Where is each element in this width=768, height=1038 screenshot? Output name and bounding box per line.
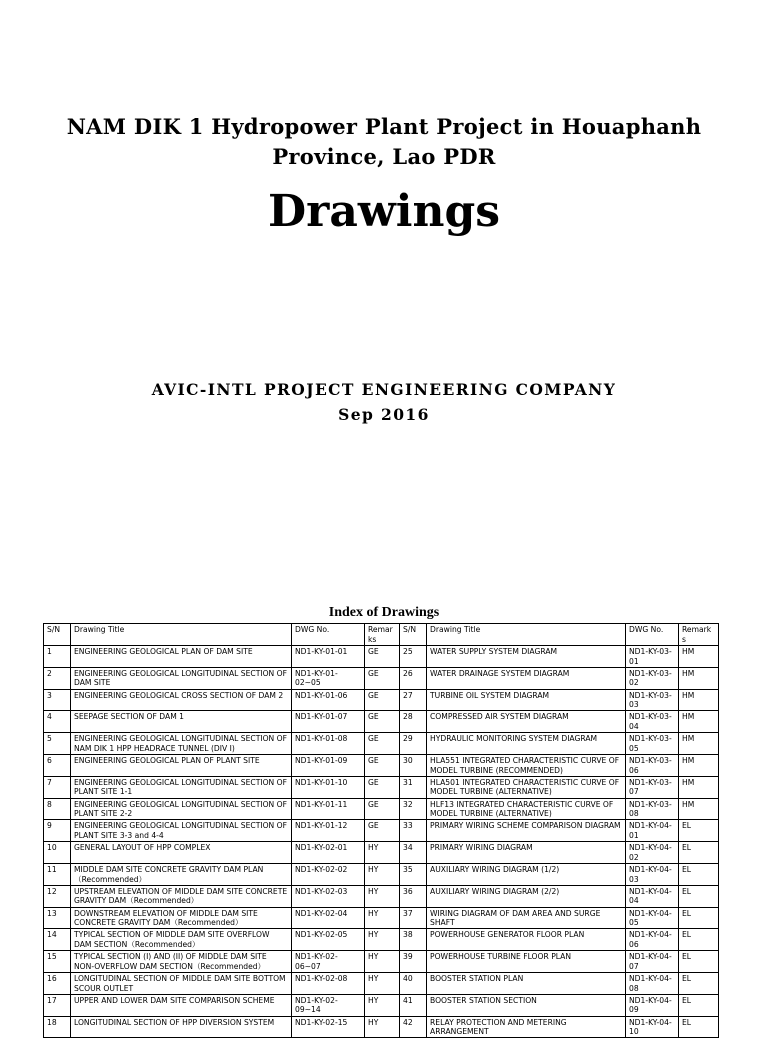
cell-dwg-no-2: ND1-KY-03-04: [626, 711, 679, 733]
cell-sn: 13: [44, 907, 71, 929]
cell-drawing-title-2: HLF13 INTEGRATED CHARACTERISTIC CURVE OF MODEL TURBINE (ALTERNATIVE): [427, 798, 626, 820]
cell-sn-2: 41: [400, 994, 427, 1016]
cell-sn: 7: [44, 776, 71, 798]
drawing-index-table: [43, 623, 719, 1038]
cell-sn: 14: [44, 929, 71, 951]
table-row: [44, 776, 719, 798]
cell-dwg-no: ND1-KY-02-08: [292, 972, 365, 994]
cell-dwg-no-2: ND1-KY-04-07: [626, 951, 679, 973]
cell-remarks-2: EL: [679, 929, 719, 951]
cell-drawing-title: ENGINEERING GEOLOGICAL PLAN OF PLANT SITE: [71, 754, 292, 776]
cell-dwg-no-2: ND1-KY-03-07: [626, 776, 679, 798]
cell-remarks: HY: [365, 972, 400, 994]
cell-dwg-no: ND1-KY-02-03: [292, 885, 365, 907]
table-body: [44, 646, 719, 1038]
cell-dwg-no: ND1-KY-02-05: [292, 929, 365, 951]
cell-sn: 18: [44, 1016, 71, 1038]
cell-remarks-2: EL: [679, 951, 719, 973]
table-row: [44, 929, 719, 951]
cell-dwg-no-2: ND1-KY-03-06: [626, 754, 679, 776]
cell-sn-2: 40: [400, 972, 427, 994]
cell-dwg-no: ND1-KY-02-01: [292, 842, 365, 864]
cell-remarks-2: EL: [679, 907, 719, 929]
cell-drawing-title-2: WATER SUPPLY SYSTEM DIAGRAM: [427, 646, 626, 668]
cell-remarks: GE: [365, 798, 400, 820]
cell-dwg-no-2: ND1-KY-03-05: [626, 733, 679, 755]
cell-remarks: HY: [365, 951, 400, 973]
cell-remarks-2: EL: [679, 1016, 719, 1038]
cell-drawing-title: UPPER AND LOWER DAM SITE COMPARISON SCHEME: [71, 994, 292, 1016]
cell-drawing-title: SEEPAGE SECTION OF DAM 1: [71, 711, 292, 733]
cell-sn-2: 25: [400, 646, 427, 668]
cell-sn: 6: [44, 754, 71, 776]
cell-sn-2: 31: [400, 776, 427, 798]
cell-drawing-title: LONGITUDINAL SECTION OF HPP DIVERSION SYSTEM: [71, 1016, 292, 1038]
cell-sn-2: 39: [400, 951, 427, 973]
cell-drawing-title: ENGINEERING GEOLOGICAL LONGITUDINAL SECTION OF PLANT SITE 1-1: [71, 776, 292, 798]
cell-remarks: HY: [365, 929, 400, 951]
cell-drawing-title: ENGINEERING GEOLOGICAL PLAN OF DAM SITE: [71, 646, 292, 668]
cell-sn: 4: [44, 711, 71, 733]
cell-dwg-no-2: ND1-KY-03-02: [626, 667, 679, 689]
cell-drawing-title-2: HLA551 INTEGRATED CHARACTERISTIC CURVE OF MODEL TURBINE (RECOMMENDED): [427, 754, 626, 776]
cell-remarks: GE: [365, 689, 400, 711]
cell-dwg-no: ND1-KY-01-11: [292, 798, 365, 820]
table-row: [44, 667, 719, 689]
cell-sn: 12: [44, 885, 71, 907]
cell-sn: 1: [44, 646, 71, 668]
cell-dwg-no-2: ND1-KY-04-08: [626, 972, 679, 994]
cell-drawing-title: UPSTREAM ELEVATION OF MIDDLE DAM SITE CONCRETE GRAVITY DAM（Recommended）: [71, 885, 292, 907]
cell-remarks-2: EL: [679, 842, 719, 864]
cell-remarks-2: HM: [679, 776, 719, 798]
table-row: [44, 842, 719, 864]
table-header-row: [44, 624, 719, 646]
cell-dwg-no-2: ND1-KY-03-01: [626, 646, 679, 668]
cell-sn-2: 27: [400, 689, 427, 711]
cell-sn-2: 26: [400, 667, 427, 689]
cell-remarks-2: HM: [679, 754, 719, 776]
cell-sn: 8: [44, 798, 71, 820]
table-row: [44, 689, 719, 711]
column-header-remarks-2: Remarks: [679, 624, 719, 646]
cell-dwg-no-2: ND1-KY-04-09: [626, 994, 679, 1016]
column-header-drawing-title-2: Drawing Title: [427, 624, 626, 646]
cell-sn: 3: [44, 689, 71, 711]
cell-drawing-title-2: POWERHOUSE TURBINE FLOOR PLAN: [427, 951, 626, 973]
cell-sn-2: 36: [400, 885, 427, 907]
cell-sn-2: 38: [400, 929, 427, 951]
cell-drawing-title-2: AUXILIARY WIRING DIAGRAM (1/2): [427, 863, 626, 885]
cell-dwg-no-2: ND1-KY-04-06: [626, 929, 679, 951]
cell-drawing-title-2: AUXILIARY WIRING DIAGRAM (2/2): [427, 885, 626, 907]
table-row: [44, 754, 719, 776]
document-date: Sep 2016: [338, 405, 430, 424]
cell-drawing-title-2: PRIMARY WIRING SCHEME COMPARISON DIAGRAM: [427, 820, 626, 842]
cell-remarks-2: HM: [679, 733, 719, 755]
cell-dwg-no: ND1-KY-02-04: [292, 907, 365, 929]
cell-remarks: GE: [365, 733, 400, 755]
cell-remarks: GE: [365, 711, 400, 733]
table-row: [44, 1016, 719, 1038]
cell-sn: 2: [44, 667, 71, 689]
cell-remarks: HY: [365, 863, 400, 885]
cell-dwg-no: ND1-KY-02-02: [292, 863, 365, 885]
index-title: Index of Drawings: [328, 605, 440, 620]
cell-drawing-title-2: COMPRESSED AIR SYSTEM DIAGRAM: [427, 711, 626, 733]
cell-drawing-title-2: BOOSTER STATION PLAN: [427, 972, 626, 994]
cell-drawing-title: ENGINEERING GEOLOGICAL LONGITUDINAL SECTION OF PLANT SITE 3-3 and 4-4: [71, 820, 292, 842]
cell-drawing-title-2: TURBINE OIL SYSTEM DIAGRAM: [427, 689, 626, 711]
column-header-dwg-no: DWG No.: [292, 624, 365, 646]
cell-drawing-title: ENGINEERING GEOLOGICAL CROSS SECTION OF DAM 2: [71, 689, 292, 711]
cell-dwg-no: ND1-KY-01-08: [292, 733, 365, 755]
cell-sn-2: 42: [400, 1016, 427, 1038]
cell-sn-2: 32: [400, 798, 427, 820]
cell-dwg-no-2: ND1-KY-04-01: [626, 820, 679, 842]
column-header-sn: S/N: [44, 624, 71, 646]
column-header-remarks: Remarks: [365, 624, 400, 646]
cell-drawing-title-2: POWERHOUSE GENERATOR FLOOR PLAN: [427, 929, 626, 951]
cell-drawing-title-2: WATER DRAINAGE SYSTEM DIAGRAM: [427, 667, 626, 689]
cell-dwg-no-2: ND1-KY-04-05: [626, 907, 679, 929]
cell-drawing-title: TYPICAL SECTION OF MIDDLE DAM SITE OVERFLOW DAM SECTION（Recommended）: [71, 929, 292, 951]
cell-drawing-title-2: HLA501 INTEGRATED CHARACTERISTIC CURVE OF MODEL TURBINE (ALTERNATIVE): [427, 776, 626, 798]
cell-remarks: HY: [365, 1016, 400, 1038]
cell-drawing-title-2: PRIMARY WIRING DIAGRAM: [427, 842, 626, 864]
cell-dwg-no: ND1-KY-01-09: [292, 754, 365, 776]
cell-drawing-title: TYPICAL SECTION (I) AND (II) OF MIDDLE DAM SITE NON-OVERFLOW DAM SECTION（Recommended）: [71, 951, 292, 973]
cell-dwg-no: ND1-KY-01-01: [292, 646, 365, 668]
cell-remarks: GE: [365, 776, 400, 798]
cell-sn-2: 35: [400, 863, 427, 885]
cell-dwg-no-2: ND1-KY-04-04: [626, 885, 679, 907]
cell-dwg-no-2: ND1-KY-04-02: [626, 842, 679, 864]
cell-drawing-title: LONGITUDINAL SECTION OF MIDDLE DAM SITE BOTTOM SCOUR OUTLET: [71, 972, 292, 994]
cell-remarks-2: HM: [679, 711, 719, 733]
cell-remarks-2: HM: [679, 667, 719, 689]
cell-sn-2: 28: [400, 711, 427, 733]
cell-remarks: HY: [365, 994, 400, 1016]
cell-dwg-no-2: ND1-KY-03-03: [626, 689, 679, 711]
project-title-line-1: NAM DIK 1 Hydropower Plant Project in Houaphanh: [66, 114, 702, 139]
cell-dwg-no: ND1-KY-02-09~14: [292, 994, 365, 1016]
cell-remarks-2: EL: [679, 863, 719, 885]
cell-dwg-no: ND1-KY-01-06: [292, 689, 365, 711]
column-header-drawing-title: Drawing Title: [71, 624, 292, 646]
cell-remarks: HY: [365, 907, 400, 929]
table-row: [44, 820, 719, 842]
cell-remarks: GE: [365, 754, 400, 776]
cell-sn: 10: [44, 842, 71, 864]
cell-remarks-2: EL: [679, 885, 719, 907]
table-row: [44, 907, 719, 929]
table-row: [44, 863, 719, 885]
cell-drawing-title: ENGINEERING GEOLOGICAL LONGITUDINAL SECTION OF DAM SITE: [71, 667, 292, 689]
document-title: Drawings: [268, 186, 500, 237]
cell-sn-2: 29: [400, 733, 427, 755]
cell-dwg-no: ND1-KY-02-06~07: [292, 951, 365, 973]
cell-drawing-title: DOWNSTREAM ELEVATION OF MIDDLE DAM SITE CONCRETE GRAVITY DAM（Recommended）: [71, 907, 292, 929]
cell-sn: 5: [44, 733, 71, 755]
cell-drawing-title-2: BOOSTER STATION SECTION: [427, 994, 626, 1016]
project-title: [0, 112, 768, 172]
table-row: [44, 646, 719, 668]
cell-remarks: GE: [365, 820, 400, 842]
cell-remarks: HY: [365, 885, 400, 907]
cell-drawing-title-2: RELAY PROTECTION AND METERING ARRANGEMENT: [427, 1016, 626, 1038]
column-header-sn-2: S/N: [400, 624, 427, 646]
table-row: [44, 951, 719, 973]
cell-drawing-title: ENGINEERING GEOLOGICAL LONGITUDINAL SECTION OF NAM DIK 1 HPP HEADRACE TUNNEL (DIV I): [71, 733, 292, 755]
cell-dwg-no-2: ND1-KY-04-03: [626, 863, 679, 885]
cell-dwg-no: ND1-KY-01-02~05: [292, 667, 365, 689]
cell-dwg-no: ND1-KY-01-07: [292, 711, 365, 733]
cell-dwg-no-2: ND1-KY-04-10: [626, 1016, 679, 1038]
company-name: AVIC-INTL PROJECT ENGINEERING COMPANY: [151, 380, 617, 399]
table-row: [44, 798, 719, 820]
cell-dwg-no: ND1-KY-01-12: [292, 820, 365, 842]
table-row: [44, 885, 719, 907]
table-row: [44, 711, 719, 733]
column-header-dwg-no-2: DWG No.: [626, 624, 679, 646]
cell-dwg-no: ND1-KY-02-15: [292, 1016, 365, 1038]
cell-dwg-no: ND1-KY-01-10: [292, 776, 365, 798]
cell-sn: 17: [44, 994, 71, 1016]
cell-drawing-title: GENERAL LAYOUT OF HPP COMPLEX: [71, 842, 292, 864]
cell-drawing-title-2: HYDRAULIC MONITORING SYSTEM DIAGRAM: [427, 733, 626, 755]
project-title-line-2: Province, Lao PDR: [272, 144, 496, 169]
cell-remarks: GE: [365, 667, 400, 689]
cell-remarks-2: HM: [679, 689, 719, 711]
cell-remarks-2: HM: [679, 646, 719, 668]
cell-remarks-2: EL: [679, 820, 719, 842]
cell-remarks-2: EL: [679, 972, 719, 994]
cell-remarks-2: EL: [679, 994, 719, 1016]
table-row: [44, 733, 719, 755]
cell-sn-2: 33: [400, 820, 427, 842]
cell-sn-2: 30: [400, 754, 427, 776]
cell-remarks: GE: [365, 646, 400, 668]
cell-sn: 16: [44, 972, 71, 994]
cell-sn-2: 34: [400, 842, 427, 864]
table-row: [44, 994, 719, 1016]
cell-drawing-title: ENGINEERING GEOLOGICAL LONGITUDINAL SECTION OF PLANT SITE 2-2: [71, 798, 292, 820]
cell-sn: 15: [44, 951, 71, 973]
cell-sn: 11: [44, 863, 71, 885]
cell-sn-2: 37: [400, 907, 427, 929]
cell-dwg-no-2: ND1-KY-03-08: [626, 798, 679, 820]
cell-drawing-title: MIDDLE DAM SITE CONCRETE GRAVITY DAM PLAN（Recommended）: [71, 863, 292, 885]
cell-drawing-title-2: WIRING DIAGRAM OF DAM AREA AND SURGE SHAFT: [427, 907, 626, 929]
cell-sn: 9: [44, 820, 71, 842]
cell-remarks: HY: [365, 842, 400, 864]
table-row: [44, 972, 719, 994]
cell-remarks-2: HM: [679, 798, 719, 820]
